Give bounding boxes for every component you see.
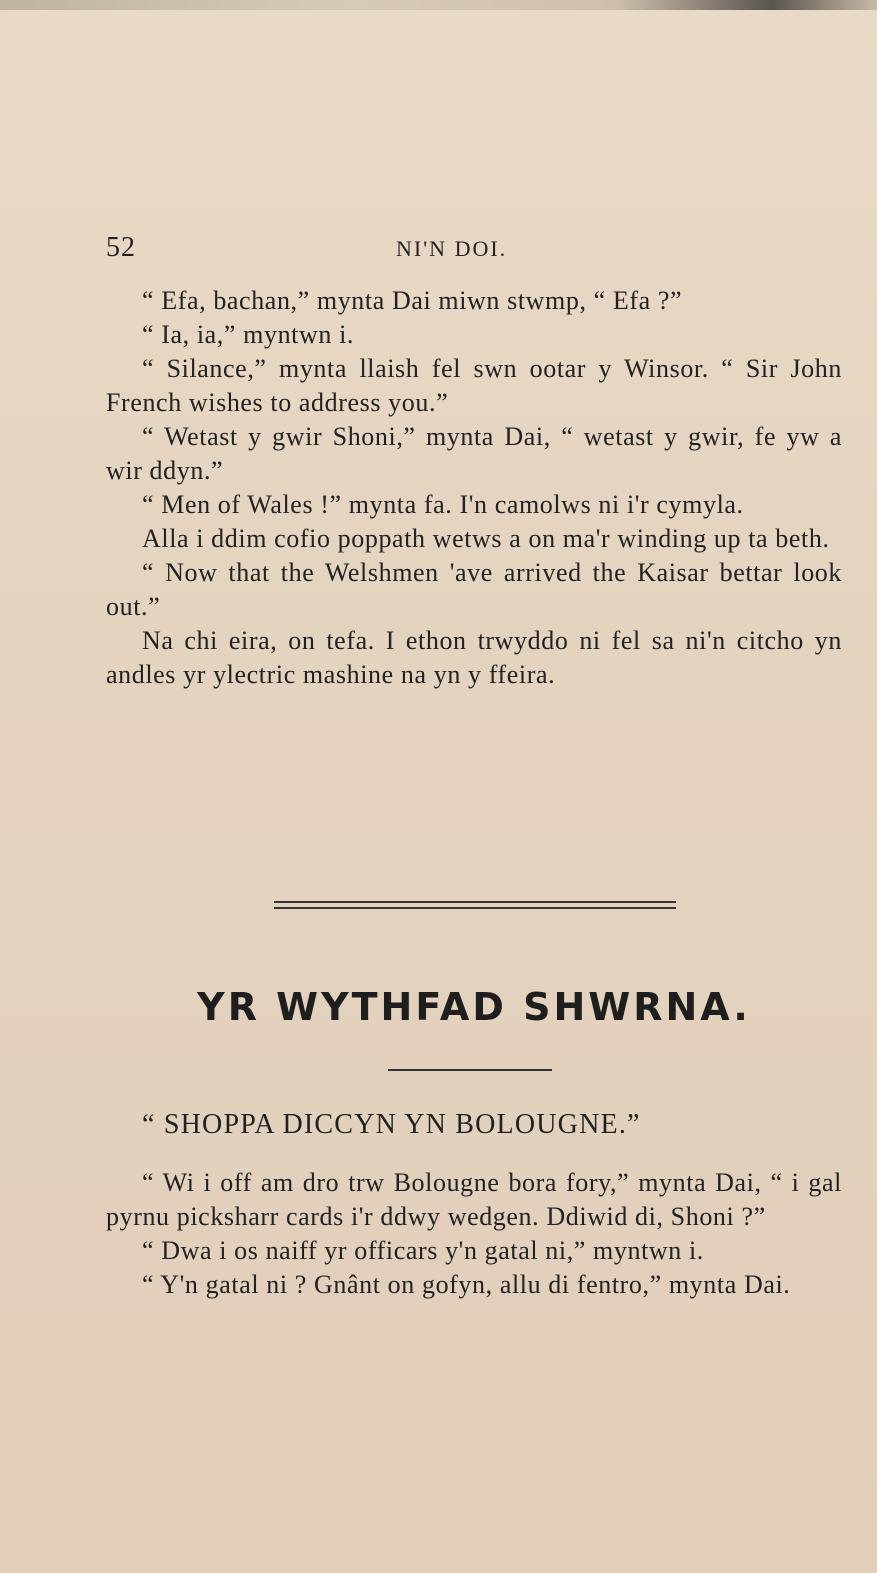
- chapter-heading: YR WYTHFAD SHWRNA.: [197, 985, 751, 1029]
- paragraph: Alla i ddim cofio poppath wetws a on ma'r winding up ta beth.: [142, 524, 830, 553]
- paragraph: “ Ia, ia,” myntwn i.: [142, 320, 354, 349]
- paragraph: “ Efa, bachan,” mynta Dai miwn stwmp, “ Efa ?”: [142, 286, 683, 315]
- page-number: 52: [106, 232, 136, 263]
- running-title: NI'N DOI.: [396, 236, 508, 261]
- dialogue-section-1: [106, 284, 842, 692]
- paragraph: “ Now that the Welshmen 'ave arrived the Kaisar bettar look out.”: [106, 558, 842, 621]
- chapter-subtitle: “ SHOPPA DICCYN YN BOLOUGNE.”: [142, 1109, 641, 1140]
- paragraph: Na chi eira, on tefa. I ethon trwyddo ni fel sa ni'n citcho yn andles yr ylectric mashine na yn y ffeira.: [106, 626, 842, 689]
- paragraph: “ Y'n gatal ni ? Gnânt on gofyn, allu di fentro,” mynta Dai.: [142, 1270, 791, 1299]
- paragraph: “ Silance,” mynta llaish fel swn ootar y Winsor. “ Sir John French wishes to address you.”: [106, 354, 842, 417]
- section-divider-double: [274, 901, 676, 909]
- heading-underline: [388, 1069, 552, 1071]
- paragraph: “ Wi i off am dro trw Bolougne bora fory,” mynta Dai, “ i gal pyrnu picksharr cards i'r ddwy wedgen. Ddiwid di, Shoni ?”: [106, 1168, 842, 1231]
- page-edge-shadow: [0, 0, 877, 10]
- page-header: [106, 232, 842, 268]
- dialogue-section-2: [106, 1166, 842, 1302]
- paragraph: “ Wetast y gwir Shoni,” mynta Dai, “ wetast y gwir, fe yw a wir ddyn.”: [106, 422, 842, 485]
- paragraph: “ Dwa i os naiff yr officars y'n gatal ni,” myntwn i.: [142, 1236, 704, 1265]
- paragraph: “ Men of Wales !” mynta fa. I'n camolws ni i'r cymyla.: [142, 490, 744, 519]
